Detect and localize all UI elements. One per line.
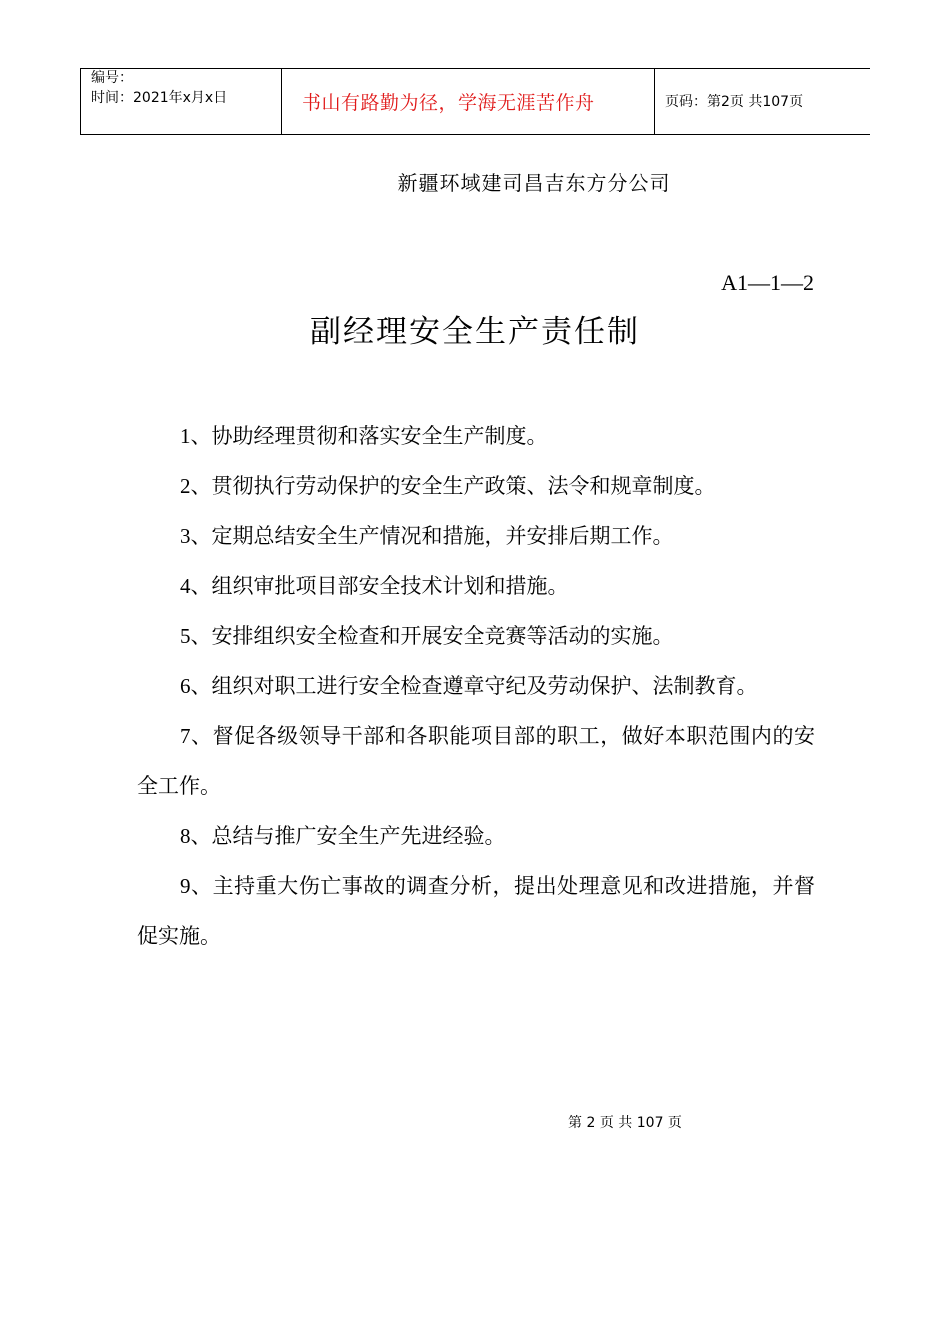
item-text: 、总结与推广安全生产先进经验。 bbox=[190, 824, 506, 848]
header-page-cell bbox=[655, 69, 869, 134]
item-text: 、安排组织安全检查和开展安全竞赛等活动的实施。 bbox=[190, 624, 674, 648]
item-text: 、贯彻执行劳动保护的安全生产政策、法令和规章制度。 bbox=[190, 474, 716, 498]
header-motto-cell bbox=[282, 69, 655, 134]
list-item bbox=[137, 461, 815, 511]
item-number: 7 bbox=[180, 724, 191, 748]
item-number: 8 bbox=[180, 824, 191, 848]
header-table bbox=[80, 68, 870, 135]
document-body bbox=[137, 411, 815, 961]
page-code: 页码：第2页 共107页 bbox=[665, 94, 804, 110]
item-number: 5 bbox=[180, 624, 191, 648]
item-text: 、主持重大伤亡事故的调查分析，提出处理意见和改进措施，并督促实施。 bbox=[137, 874, 815, 948]
item-number: 1 bbox=[180, 424, 191, 448]
motto: 书山有路勤为径，学海无涯苦作舟 bbox=[302, 92, 595, 114]
item-number: 9 bbox=[180, 874, 191, 898]
document-code: A1—1—2 bbox=[721, 270, 814, 295]
list-item bbox=[137, 611, 815, 661]
item-number: 6 bbox=[180, 674, 191, 698]
item-text: 、组织审批项目部安全技术计划和措施。 bbox=[190, 574, 569, 598]
item-text: 、定期总结安全生产情况和措施，并安排后期工作。 bbox=[190, 524, 674, 548]
list-item bbox=[137, 511, 815, 561]
item-text: 、组织对职工进行安全检查遵章守纪及劳动保护、法制教育。 bbox=[190, 674, 758, 698]
header-info-cell bbox=[81, 69, 282, 134]
list-item bbox=[137, 861, 815, 961]
item-text: 、协助经理贯彻和落实安全生产制度。 bbox=[190, 424, 548, 448]
time-label: 时间：2021年x月x日 bbox=[91, 90, 228, 106]
list-item bbox=[137, 811, 815, 861]
list-item bbox=[137, 561, 815, 611]
item-number: 2 bbox=[180, 474, 191, 498]
serial-label: 编号： bbox=[91, 70, 133, 86]
document-title: 副经理安全生产责任制 bbox=[310, 314, 640, 350]
item-number: 4 bbox=[180, 574, 191, 598]
page-footer: 第 2 页 共 107 页 bbox=[568, 1115, 682, 1131]
item-number: 3 bbox=[180, 524, 191, 548]
list-item bbox=[137, 711, 815, 811]
list-item bbox=[137, 661, 815, 711]
item-text: 、督促各级领导干部和各职能项目部的职工，做好本职范围内的安全工作。 bbox=[137, 724, 815, 798]
company-name: 新疆环域建司昌吉东方分公司 bbox=[397, 171, 671, 195]
list-item bbox=[137, 411, 815, 461]
